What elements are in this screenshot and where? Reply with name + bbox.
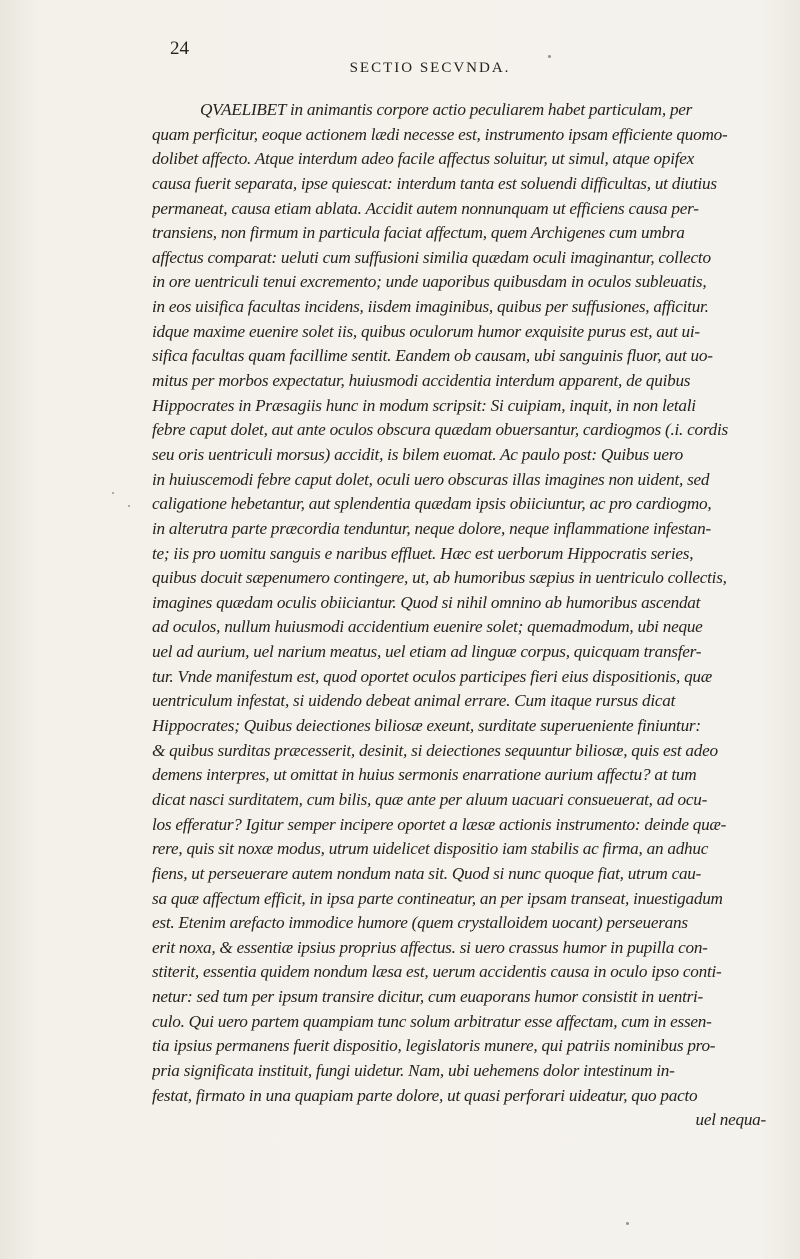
text-line: causa fuerit separata, ipse quiescat: interdum tanta est soluendi difficultas, ut diutius (152, 173, 717, 193)
text-line: quibus docuit sæpenumero contingere, ut, ab humoribus sæpius in uentriculo collectis, (152, 568, 727, 588)
text-line: caligatione hebetantur, aut splendentia quædam ipsis obiiciuntur, ac pro cardiogmo, (152, 494, 712, 514)
text-line: tur. Vnde manifestum est, quod oportet oculos participes fieri eius dispositionis, quæ (152, 666, 712, 686)
text-line: uentriculum infestat, si uidendo debeat animal errare. Cum itaque rursus dicat (152, 691, 676, 711)
running-head: SECTIO SECVNDA. (349, 60, 511, 76)
text-line: febre caput dolet, aut ante oculos obscura quædam obuersantur, cardiogmos (.i. cordis (152, 420, 728, 440)
text-line: festat, firmato in una quapiam parte dolore, ut quasi perforari uideatur, quo pacto (152, 1085, 698, 1105)
text-line: los efferatur? Igitur semper incipere oportet a læsæ actionis instrumento: deinde quæ- (152, 814, 727, 834)
text-line: dicat nasci surditatem, cum bilis, quæ ante per aluum uacuari consueuerat, ad ocu- (152, 789, 708, 809)
text-line: sa quæ affectum efficit, in ipsa parte contineatur, an per ipsam transeat, inuestigadum (152, 888, 723, 908)
text-line: transiens, non firmum in particula faciat affectum, quem Archigenes cum umbra (152, 223, 685, 243)
catchword: uel nequa- (695, 1110, 766, 1130)
text-line: seu oris uentriculi morsus) accidit, is bilem euomat. Ac paulo post: Quibus uero (152, 444, 683, 464)
text-line: sifica facultas quam facillime sentit. Eandem ob causam, ubi sanguinis fluor, aut uo- (152, 346, 713, 366)
text-line: est. Etenim arefacto immodice humore (quem crystalloidem uocant) perseuerans (152, 913, 688, 933)
text-line: in ore uentriculi tenui excremento; unde uaporibus quibusdam in oculos subleuatis, (152, 272, 707, 292)
text-line: quam perficitur, eoque actionem lædi necesse est, instrumento ipsam efficiente quomo- (152, 124, 728, 144)
page-number: 24 (170, 38, 189, 59)
text-line: uel ad aurium, uel narium meatus, uel etiam ad linguæ corpus, quicquam transfer- (152, 642, 702, 662)
text-line: idque maxime euenire solet iis, quibus oculorum humor exquisite purus est, aut ui- (152, 321, 700, 341)
text-line: in eos uisifica facultas incidens, iisdem imaginibus, quibus per suffusiones, afficitur. (152, 297, 709, 317)
ink-speck (128, 505, 130, 507)
ink-speck (626, 1222, 629, 1225)
text-line: tia ipsius permanens fuerit dispositio, legislatoris munere, qui patriis nominibus pro- (152, 1036, 716, 1056)
text-line: stiterit, essentia quidem nondum læsa est, uerum accidentis causa in oculo ipso conti- (152, 962, 722, 982)
text-line: netur: sed tum per ipsum transire dicitur, cum euaporans humor consistit in uentri- (152, 987, 704, 1007)
text-line: rere, quis sit noxæ modus, utrum uidelicet dispositio iam stabilis ac firma, an adhuc (152, 839, 709, 859)
text-line: erit noxa, & essentiæ ipsius proprius affectus. si uero crassus humor in pupilla con- (152, 937, 708, 957)
text-line: Hippocrates in Præsagiis hunc in modum scripsit: Si cuipiam, inquit, in non letali (152, 395, 696, 415)
body-text (152, 98, 768, 1133)
text-line: QVAELIBET in animantis corpore actio peculiarem habet particulam, per (200, 100, 693, 119)
text-line: in alterutra parte præcordia tenduntur, neque dolore, neque inflammatione infestan- (152, 518, 711, 538)
text-line: pria significata instituit, fungi uidetur. Nam, ubi uehemens dolor intestinum in- (152, 1060, 675, 1080)
text-line: & quibus surditas præcesserit, desinit, si deiectiones sequuntur biliosæ, quis est adeo (152, 740, 718, 760)
text-line: permaneat, causa etiam ablata. Accidit autem nonnunquam ut efficiens causa per- (152, 198, 699, 218)
ink-speck (548, 55, 551, 58)
text-line: dolibet affecto. Atque interdum adeo facile affectus soluitur, ut simul, atque opifex (152, 149, 695, 169)
text-line: Hippocrates; Quibus deiectiones biliosæ exeunt, surditate superueniente finiuntur: (152, 716, 701, 736)
text-line: fiens, ut perseuerare autem nondum nata sit. Quod si nunc quoque fiat, utrum cau- (152, 863, 702, 883)
text-line: affectus comparat: ueluti cum suffusioni similia quædam oculi imaginantur, collecto (152, 247, 711, 267)
text-line: ad oculos, nullum huiusmodi accidentium euenire solet; quemadmodum, ubi neque (152, 617, 703, 637)
text-line: mitus per morbos expectatur, huiusmodi accidentia interdum apparent, de quibus (152, 371, 691, 391)
text-line: culo. Qui uero partem quampiam tunc solum arbitratur esse affectam, cum in essen- (152, 1011, 712, 1031)
text-line: demens interpres, ut omittat in huius sermonis enarratione aurium affectu? at tum (152, 765, 697, 785)
text-line: imagines quædam oculis obiiciantur. Quod si nihil omnino ab humoribus ascendat (152, 592, 701, 612)
text-line: te; iis pro uomitu sanguis e naribus effluet. Hæc est uerborum Hippocratis series, (152, 543, 694, 563)
text-line: in huiuscemodi febre caput dolet, oculi uero obscuras illas imagines non uident, sed (152, 469, 710, 489)
ink-speck (112, 492, 114, 494)
